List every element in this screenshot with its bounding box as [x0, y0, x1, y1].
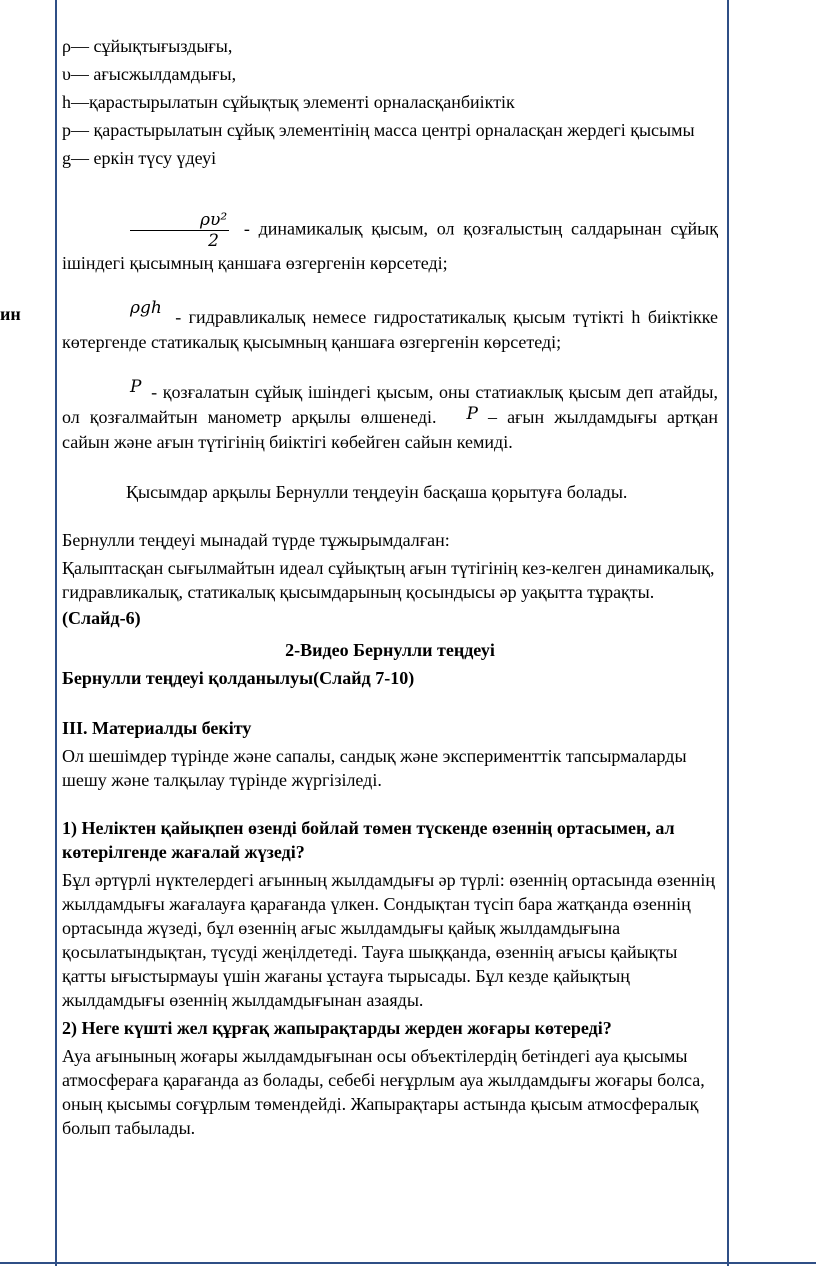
question-1: 1) Неліктен қайықпен өзенді бойлай төмен түскенде өзеннің ортасымен, ал көтерілгенде жағалай жүзеді?: [62, 818, 675, 862]
static-pressure-formula-2: P: [466, 404, 478, 424]
answer-2: Ауа ағынының жоғары жылдамдығынан осы объектілердің бетіндегі ауа қысымы атмосфераға қарағанда аз болады, себебі неғұрлым ауа жылдамдығы жоғары болса, оның қысымы соғұрлым төмендейді. Жапырақтары астында қысым атмосфералық болып табылады.: [62, 1046, 705, 1138]
hydraulic-pressure-formula: ρgh: [130, 298, 162, 318]
definition-velocity: υ— ағысжылдамдығы,: [62, 64, 237, 84]
dynamic-pressure-formula: $\frac{\text{ρυ²}}{2}$: [130, 210, 229, 251]
definition-height: h—қарастырылатын сұйықтық элементі орналасқанбиіктік: [62, 92, 515, 112]
table-border-right: [727, 0, 729, 1266]
question-2: 2) Неге күшті жел құрғақ жапырақтарды жерден жоғары көтереді?: [62, 1018, 612, 1038]
formulation-intro: Бернулли теңдеуі мынадай түрде тұжырымдалған:: [62, 530, 450, 550]
left-column-fragment: ин: [0, 304, 21, 324]
video-label: 2-Видео Бернулли теңдеуі: [285, 640, 495, 660]
dynamic-pressure-text: - динамикалық қысым, ол қозғалыстың салдарынан сұйық ішіндегі қысымның қаншаға өзгергенін көрсетеді;: [62, 218, 718, 273]
application-label: Бернулли теңдеуі қолданылуы(Слайд 7-10): [62, 668, 415, 688]
answer-1: Бұл әртүрлі нүктелердегі ағынның жылдамдығы әр түрлі: өзеннің ортасында өзеннің жылдамдығы жағалауға қарағанда үлкен. Сондықтан түсіп бара жатқанда өзеннің ортасында жүзеді, бұл өзеннің ағыс жылдамдығы қайық жылдамдығына қосылатындықтан, түсуді жеңілдетеді. Тауға шыққанда, өзеннің ағысы қайықты қатты ығыстырмауы үшін жағаны ұстауға тырысады. Бұл кезде қайықтың жылдамдығы өзеннің жылдамдығынан азаяды.: [62, 870, 715, 1010]
hydraulic-pressure-paragraph: [62, 298, 719, 354]
slide-6-label: (Слайд-6): [62, 608, 141, 628]
dynamic-pressure-paragraph: [62, 210, 718, 275]
hydraulic-pressure-text: - гидравликалық немесе гидростатикалық қысым түтікті h биіктікке көтергенде статикалық қысымның қаншаға өзгергенін көрсетеді;: [62, 307, 719, 352]
static-pressure-paragraph: [62, 377, 719, 454]
definition-gravity: g— еркін түсу үдеуі: [62, 148, 217, 168]
definition-pressure: p— қарастырылатын сұйық элементінің масса центрі орналасқан жердегі қысымы: [62, 120, 695, 140]
static-pressure-text-2: – ағын жылдамдығы артқан сайын және ағын түтігінің биіктігі көбейген сайын кемиді.: [62, 407, 718, 452]
table-border-left: [55, 0, 57, 1266]
document-content: [62, 34, 718, 1140]
static-pressure-text: - қозғалатын сұйық ішіндегі қысым, оны статиаклық қысым деп атайды, ол қозғалмайтын манометр арқылы өлшенеді.: [62, 382, 719, 427]
table-border-bottom: [0, 1262, 816, 1264]
section-3-text: Ол шешімдер түрінде және сапалы, сандық және эксперименттік тапсырмаларды шешу және талқылау түрінде жүргізіледі.: [62, 746, 687, 790]
section-3-heading: III. Материалды бекіту: [62, 718, 252, 738]
static-pressure-formula: P: [130, 377, 142, 397]
derive-sentence: Қысымдар арқылы Бернулли теңдеуін басқаша қорытуға болады.: [126, 482, 628, 502]
bernoulli-statement: Қалыптасқан сығылмайтын идеал сұйықтың ағын түтігінің кез-келген динамикалық, гидравликалық, статикалық қысымдарының қосындысы әр уақытта тұрақты.: [62, 558, 715, 602]
definition-rho: ρ— сұйықтығыздығы,: [62, 36, 233, 56]
